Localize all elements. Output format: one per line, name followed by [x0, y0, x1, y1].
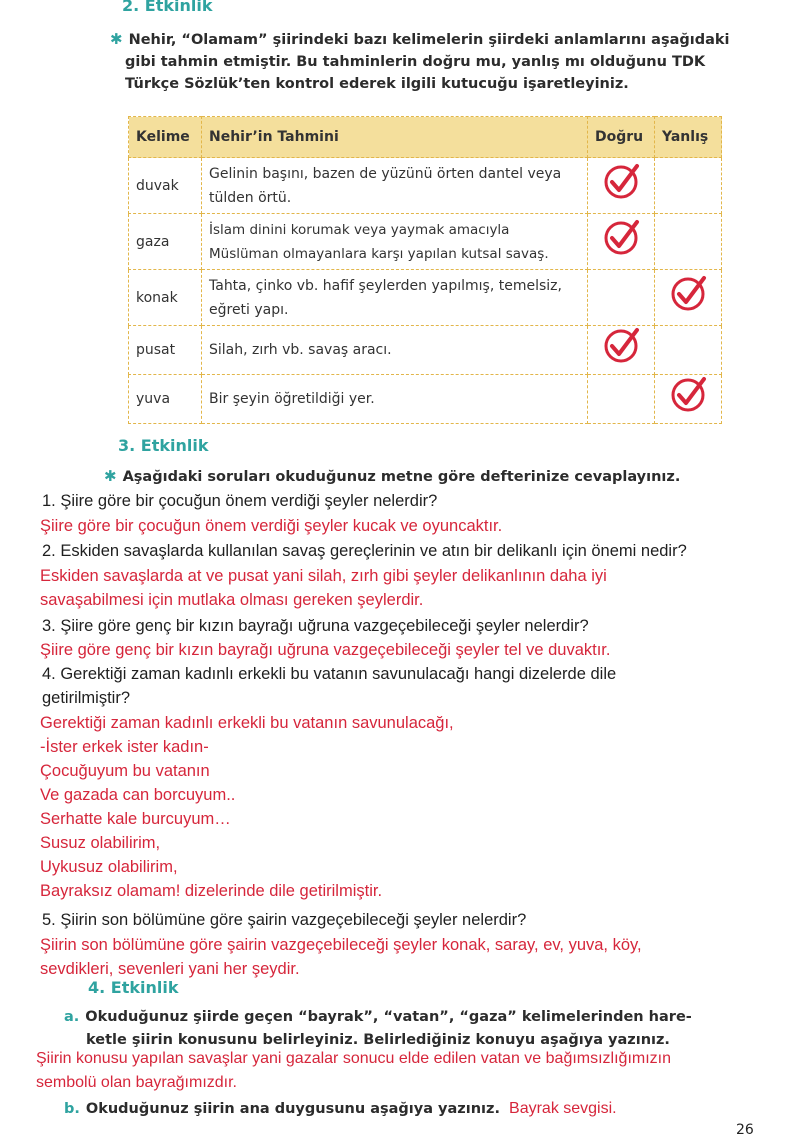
header-tahmin: Nehir’in Tahmini	[202, 117, 588, 158]
answer-5: Şiirin son bölümüne göre şairin vazgeçebileceği şeyler konak, saray, ev, yuva, köy, sevdikleri, sevenleri yani her şeydir.	[40, 936, 642, 978]
header-kelime: Kelime	[129, 117, 202, 158]
table-row: pusat Silah, zırh vb. savaş aracı.	[129, 326, 722, 375]
activity2-heading: 2. Etkinlik	[122, 0, 213, 15]
question-5: 5. Şiirin son bölümüne göre şairin vazgeçebileceği şeyler nelerdir?	[42, 911, 527, 929]
activity3-heading: 3. Etkinlik	[118, 436, 209, 455]
answer-2: Eskiden savaşlarda at ve pusat yani silah, zırh gibi şeyler delikanlının daha iyi savaşabilmesi için mutlaka olması gereken şeylerdir.	[40, 567, 607, 609]
asterisk-icon: ✱	[104, 467, 117, 485]
yanlis-cell[interactable]	[655, 326, 722, 375]
table-row: duvak Gelinin başını, bazen de yüzünü örten dantel veya tülden örtü.	[129, 158, 722, 214]
word-meaning-table	[128, 116, 722, 424]
yanlis-cell[interactable]	[655, 375, 722, 424]
header-dogru: Doğru	[588, 117, 655, 158]
checkmark-icon	[601, 162, 641, 202]
question-2: 2. Eskiden savaşlarda kullanılan savaş gereçlerinin ve atın bir delikanlı için önemi nedir?	[42, 542, 687, 560]
dogru-cell[interactable]	[588, 375, 655, 424]
answer-3: Şiire göre genç bir kızın bayrağı uğruna vazgeçebileceği şeyler tel ve duvaktır.	[40, 641, 611, 659]
checkmark-icon	[601, 326, 641, 366]
header-yanlis: Yanlış	[655, 117, 722, 158]
activity4-a-prompt: a. Okuduğunuz şiirde geçen “bayrak”, “vatan”, “gaza” kelimelerinden hare-	[64, 1009, 692, 1025]
checkmark-icon	[601, 218, 641, 258]
answer-4: Gerektiği zaman kadınlı erkekli bu vatanın savunulacağı, -İster erkek ister kadın- Çocuğuyum bu vatanın Ve gazada can borcuyum.. Serhatte kale burcuyum… Susuz olabilirim, Uykusuz olabilirim, Bayraksız olamam! dizelerinde dile getirilmiştir.	[40, 714, 454, 900]
yanlis-cell[interactable]	[655, 158, 722, 214]
dogru-cell[interactable]	[588, 270, 655, 326]
dogru-cell[interactable]	[588, 214, 655, 270]
checkmark-icon	[668, 375, 708, 415]
yanlis-cell[interactable]	[655, 270, 722, 326]
question-3: 3. Şiire göre genç bir kızın bayrağı uğruna vazgeçebileceği şeyler nelerdir?	[42, 617, 589, 635]
activity3-instruction: ✱ Aşağıdaki soruları okuduğunuz metne göre defterinize cevaplayınız.	[104, 467, 681, 485]
activity4-b-answer: Bayrak sevgisi.	[509, 1100, 617, 1117]
table-row: konak Tahta, çinko vb. hafif şeylerden yapılmış, temelsiz, eğreti yapı.	[129, 270, 722, 326]
table-row: gaza İslam dinini korumak veya yaymak amacıyla Müslüman olmayanlara karşı yapılan kutsal savaş.	[129, 214, 722, 270]
question-4: 4. Gerektiği zaman kadınlı erkekli bu vatanın savunulacağı hangi dizelerde dile getirilmiştir?	[42, 665, 617, 707]
asterisk-icon: ✱	[110, 30, 123, 48]
table-row: yuva Bir şeyin öğretildiği yer.	[129, 375, 722, 424]
table-header-row	[129, 117, 722, 158]
answer-1: Şiire göre bir çocuğun önem verdiği şeyler kucak ve oyuncaktır.	[40, 517, 503, 535]
question-1: 1. Şiire göre bir çocuğun önem verdiği şeyler nelerdir?	[42, 492, 438, 510]
yanlis-cell[interactable]	[655, 214, 722, 270]
activity4-a-answer: Şiirin konusu yapılan savaşlar yani gazalar sonucu elde edilen vatan ve bağımsızlığımızın sembolü olan bayrağımızdır.	[36, 1050, 672, 1091]
activity4-a-prompt-2: ketle şiirin konusunu belirleyiniz. Belirlediğiniz konuyu aşağıya yazınız.	[86, 1032, 670, 1048]
page-number: 26	[736, 1122, 754, 1138]
checkmark-icon	[668, 274, 708, 314]
activity4-b-prompt: b. Okuduğunuz şiirin ana duygusunu aşağıya yazınız. Bayrak sevgisi.	[64, 1100, 617, 1117]
activity4-heading: 4. Etkinlik	[88, 978, 179, 997]
activity2-instruction: ✱ Nehir, “Olamam” şiirindeki bazı kelimelerin şiirdeki anlamlarını aşağıdaki gibi tahmin etmiştir. Bu tahminlerin doğru mu, yanlış mı olduğunu TDK Türkçe Sözlük’ten kontrol ederek ilgili kutucuğu işaretleyiniz.	[110, 30, 730, 92]
dogru-cell[interactable]	[588, 326, 655, 375]
dogru-cell[interactable]	[588, 158, 655, 214]
